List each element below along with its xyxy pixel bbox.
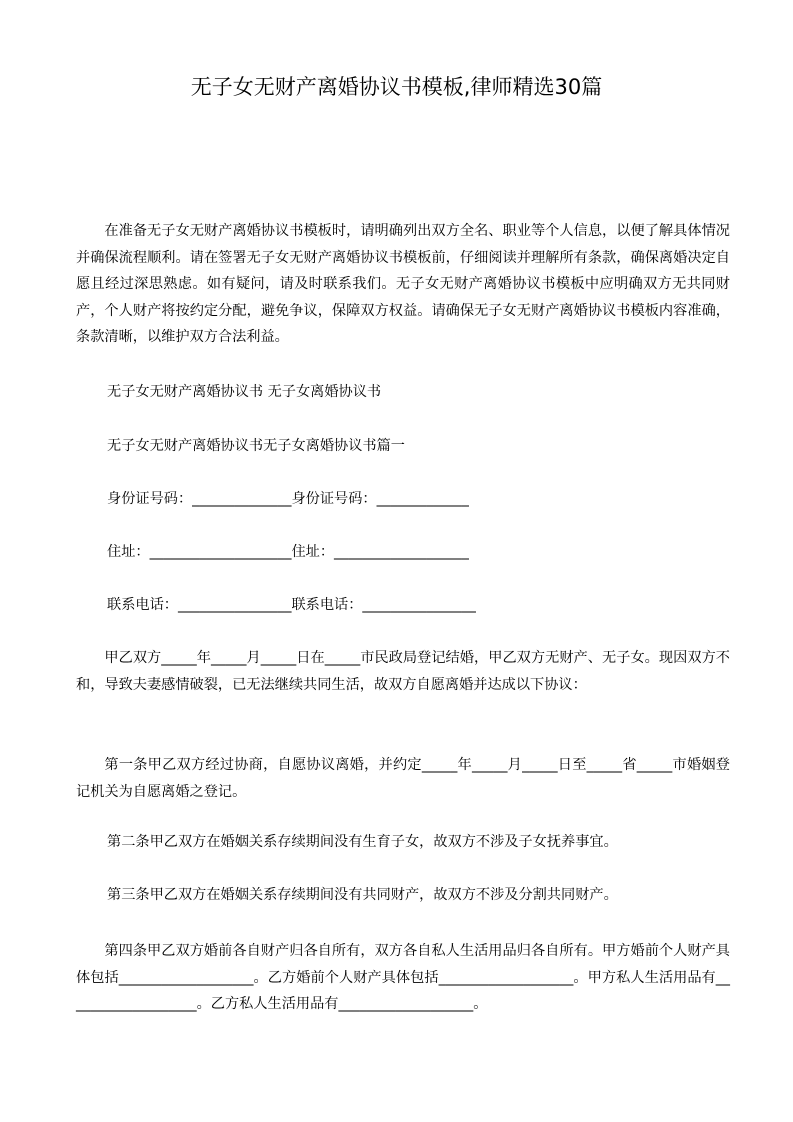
article-two: 第二条甲乙双方在婚姻关系存续期间没有生育子女，故双方不涉及子女抚养事宜。	[107, 834, 618, 850]
heading-agreement: 无子女无财产离婚协议书 无子女离婚协议书	[107, 384, 382, 400]
intro-paragraph: 在准备无子女无财产离婚协议书模板时，请明确列出双方全名、职业等个人信息，以便了解具体情况并确保流程顺利。请在签署无子女无财产离婚协议书模板前，仔细阅读并理解所有条款，确保离婚决定自愿且经过深思熟虑。如有疑问，请及时联系我们。无子女无财产离婚协议书模板中应明确双方无共同财产，个人财产将按约定分配，避免争议，保障双方权益。请确保无子女无财产离婚协议书模板内容准确，条款清晰，以维护双方合法利益。	[76, 223, 730, 345]
id-number-line: 身份证号码：______________身份证号码：_____________	[107, 491, 469, 507]
document-title: 无子女无财产离婚协议书模板,律师精选30篇	[190, 75, 603, 99]
article-one: 第一条甲乙双方经过协商，自愿协议离婚，并约定_____年_____月_____日至_____省_____市婚姻登记机关为自愿离婚之登记。	[76, 757, 730, 800]
marriage-paragraph: 甲乙双方_____年_____月_____日在_____市民政局登记结婚，甲乙双方无财产、无子女。现因双方不和，导致夫妻感情破裂，已无法继续共同生活，故双方自愿离婚并达成以下协议：	[76, 650, 730, 693]
article-three: 第三条甲乙双方在婚姻关系存续期间没有共同财产，故双方不涉及分割共同财产。	[107, 887, 618, 903]
phone-line: 联系电话：________________联系电话：________________	[107, 597, 476, 613]
article-four: 第四条甲乙双方婚前各自财产归各自所有，双方各自私人生活用品归各自所有。甲方婚前个人财产具体包括___________________。乙方婚前个人财产具体包括___________________。甲方私人生活用品有___________________。乙方私人生活用品有___________________。	[76, 943, 730, 1012]
heading-part-one: 无子女无财产离婚协议书无子女离婚协议书篇一	[107, 438, 405, 454]
address-line: 住址：____________________住址：___________________	[107, 544, 469, 560]
